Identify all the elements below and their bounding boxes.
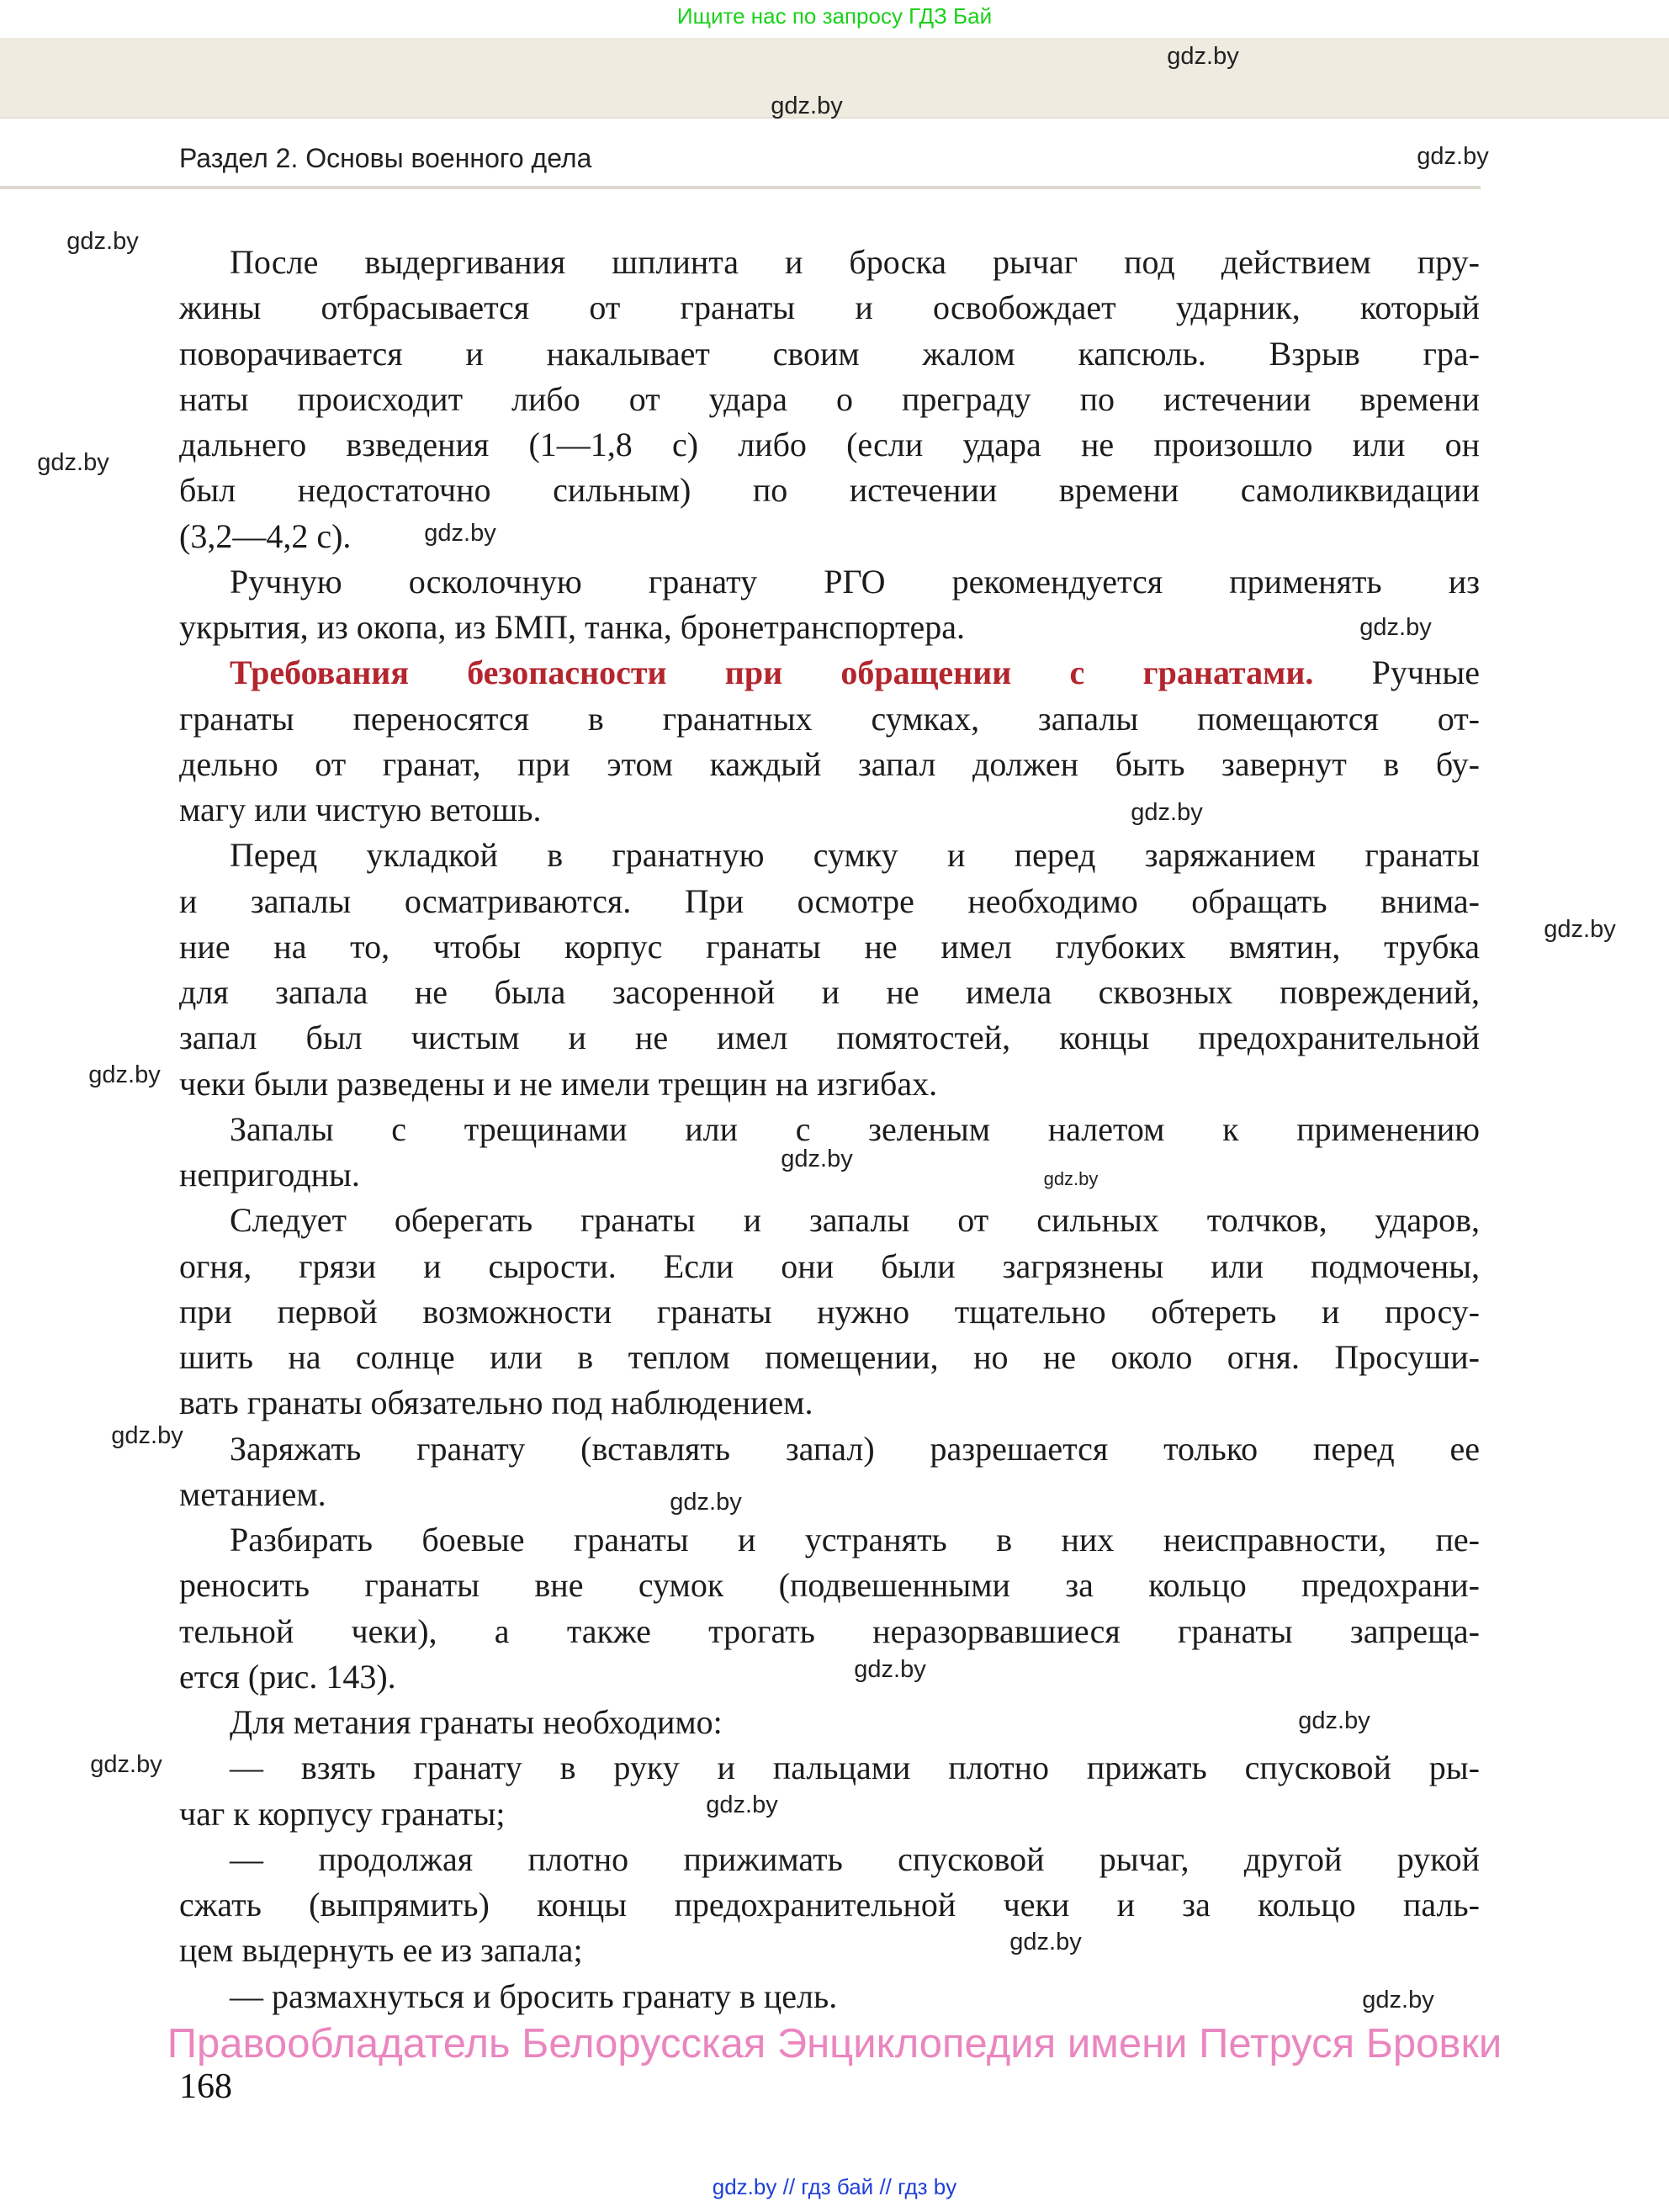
text-line: Разбирать боевые гранаты и устранять в них неисправности, пе- xyxy=(230,1521,1480,1558)
paragraph xyxy=(179,1837,1480,1974)
watermark-text: gdz.by xyxy=(854,1656,926,1683)
text-line: при первой возможности гранаты нужно тщательно обтереть и просу- xyxy=(179,1292,1480,1331)
text-line: дельно от гранат, при этом каждый запал должен быть завернут в бу- xyxy=(179,744,1480,783)
running-head: Раздел 2. Основы военного дела xyxy=(179,143,592,173)
watermark-text: gdz.by xyxy=(670,1489,742,1516)
text-line: сжать (выпрямить) концы предохранительной чеки и за кольцо паль- xyxy=(179,1886,1480,1924)
text-line: укрытия, из окопа, из БМП, танка, бронетранспортера. xyxy=(179,608,965,646)
text-line: был недостаточно сильным) по истечении времени самоликвидации xyxy=(179,471,1480,510)
watermark-text: gdz.by xyxy=(88,1061,161,1088)
watermark-text: gdz.by xyxy=(1131,799,1203,826)
paragraph xyxy=(179,1426,1480,1518)
watermark-text: gdz.by xyxy=(1362,1987,1434,2014)
text-line: тельной чеки), а также трогать неразорвавшиеся гранаты запреща- xyxy=(179,1611,1480,1650)
footer-link-gdz-by-2[interactable]: гдз by xyxy=(898,2174,957,2199)
text-line: чаг к корпусу гранаты; xyxy=(179,1794,506,1833)
text-line: — взять гранату в руку и пальцами плотно прижать спусковой ры- xyxy=(230,1749,1480,1787)
paragraph xyxy=(179,1700,1480,1745)
text-line: — продолжая плотно прижимать спусковой рычаг, другой рукой xyxy=(230,1839,1480,1878)
watermark-text: gdz.by xyxy=(1544,916,1616,943)
watermark-text: gdz.by xyxy=(1009,1929,1082,1955)
watermark-text: gdz.by xyxy=(424,520,496,547)
watermark-text: gdz.by xyxy=(90,1751,162,1778)
text-line: вать гранаты обязательно под наблюдением. xyxy=(179,1384,813,1422)
copyright-notice: Правообладатель Белорусская Энциклопедия имени Петруся Бровки xyxy=(167,2021,1502,2066)
watermark-text: gdz.by xyxy=(1043,1168,1099,1189)
paragraph xyxy=(179,1974,1480,2019)
page-body xyxy=(179,240,1480,2019)
text-line: огня, грязи и сырости. Если они были загрязнены или подмочены, xyxy=(179,1246,1480,1285)
text-line: ется (рис. 143). xyxy=(179,1657,396,1696)
text-line: метанием. xyxy=(179,1474,326,1513)
footer-link-gdz-bai[interactable]: гдз бай xyxy=(801,2174,874,2199)
text-line: для запала не была засоренной и не имела сквозных повреждений, xyxy=(179,973,1480,1011)
text-line: запал был чистым и не имел помятостей, концы предохранительной xyxy=(179,1019,1480,1057)
watermark-text: gdz.by xyxy=(781,1146,853,1172)
watermark-text: gdz.by xyxy=(1167,43,1239,70)
section-heading: Требования безопасности при обращении с гранатами. xyxy=(230,654,1314,692)
text-line: Заряжать гранату (вставлять запал) разрешается только перед ее xyxy=(230,1429,1480,1468)
search-hint: Ищите нас по запросу ГДЗ Бай xyxy=(676,3,993,29)
footer-link-gdz-by[interactable]: gdz.by xyxy=(712,2174,777,2199)
text-line: шить на солнце или в теплом помещении, но не около огня. Просуши- xyxy=(179,1338,1480,1376)
text-line: Следует оберегать гранаты и запалы от сильных толчков, ударов, xyxy=(230,1201,1480,1240)
paragraph xyxy=(179,1517,1480,1700)
text-line: гранаты переносятся в гранатных сумках, запалы помещаются от- xyxy=(179,699,1480,738)
text-line: После выдергивания шплинта и броска рычаг под действием пру- xyxy=(230,243,1480,281)
header-divider xyxy=(0,186,1481,189)
text-line: непригодны. xyxy=(179,1156,360,1193)
text-line: поворачивается и накалывает своим жалом капсюль. Взрыв гра- xyxy=(179,334,1480,373)
paragraph xyxy=(179,650,1480,833)
watermark-text: gdz.by xyxy=(66,228,139,255)
text-line: — размахнуться и бросить гранату в цель. xyxy=(230,1977,838,2015)
text-line xyxy=(179,650,1480,696)
watermark-text: gdz.by xyxy=(706,1791,778,1818)
text-line: магу или чистую ветошь. xyxy=(179,791,542,828)
watermark-text: gdz.by xyxy=(37,449,109,476)
text-line: жины отбрасывается от гранаты и освобождает ударник, который xyxy=(179,288,1480,327)
watermark-text: gdz.by xyxy=(1359,614,1432,641)
text-line: Ручную осколочную гранату РГО рекомендуется применять из xyxy=(230,562,1480,601)
watermark-text: gdz.by xyxy=(111,1422,183,1449)
paragraph xyxy=(179,833,1480,1107)
paragraph xyxy=(179,1198,1480,1426)
text-line: ние на то, чтобы корпус гранаты не имел глубоких вмятин, трубка xyxy=(179,927,1480,966)
footer-links xyxy=(0,2174,1669,2200)
text-line: реносить гранаты вне сумок (подвешенными за кольцо предохрани- xyxy=(179,1566,1480,1605)
text-line: Запалы с трещинами или с зеленым налетом к применению xyxy=(230,1109,1480,1148)
paragraph xyxy=(179,1745,1480,1837)
text-line: (3,2—4,2 с). xyxy=(179,516,352,555)
text-line: чеки были разведены и не имели трещин на изгибах. xyxy=(179,1064,938,1103)
text-line: Для метания гранаты необходимо: xyxy=(230,1703,723,1741)
text-line: наты происходит либо от удара о преграду по истечении времени xyxy=(179,379,1480,418)
footer-sep: // xyxy=(782,2174,796,2199)
footer-sep: // xyxy=(879,2174,892,2199)
text-line: дальнего взведения (1—1,8 с) либо (если удара не произошло или он xyxy=(179,426,1480,463)
text-line: Перед укладкой в гранатную сумку и перед заряжанием гранаты xyxy=(230,836,1480,875)
paragraph xyxy=(179,559,1480,651)
paragraph xyxy=(179,240,1480,559)
watermark-text: gdz.by xyxy=(1298,1707,1370,1734)
watermark-text: gdz.by xyxy=(771,93,843,119)
line-text: Ручные xyxy=(1313,654,1480,692)
text-line: цем выдернуть ее из запала; xyxy=(179,1931,583,1970)
text-line: и запалы осматриваются. При осмотре необходимо обращать внима- xyxy=(179,881,1480,920)
page-number: 168 xyxy=(179,2067,232,2106)
watermark-text: gdz.by xyxy=(1417,143,1489,170)
